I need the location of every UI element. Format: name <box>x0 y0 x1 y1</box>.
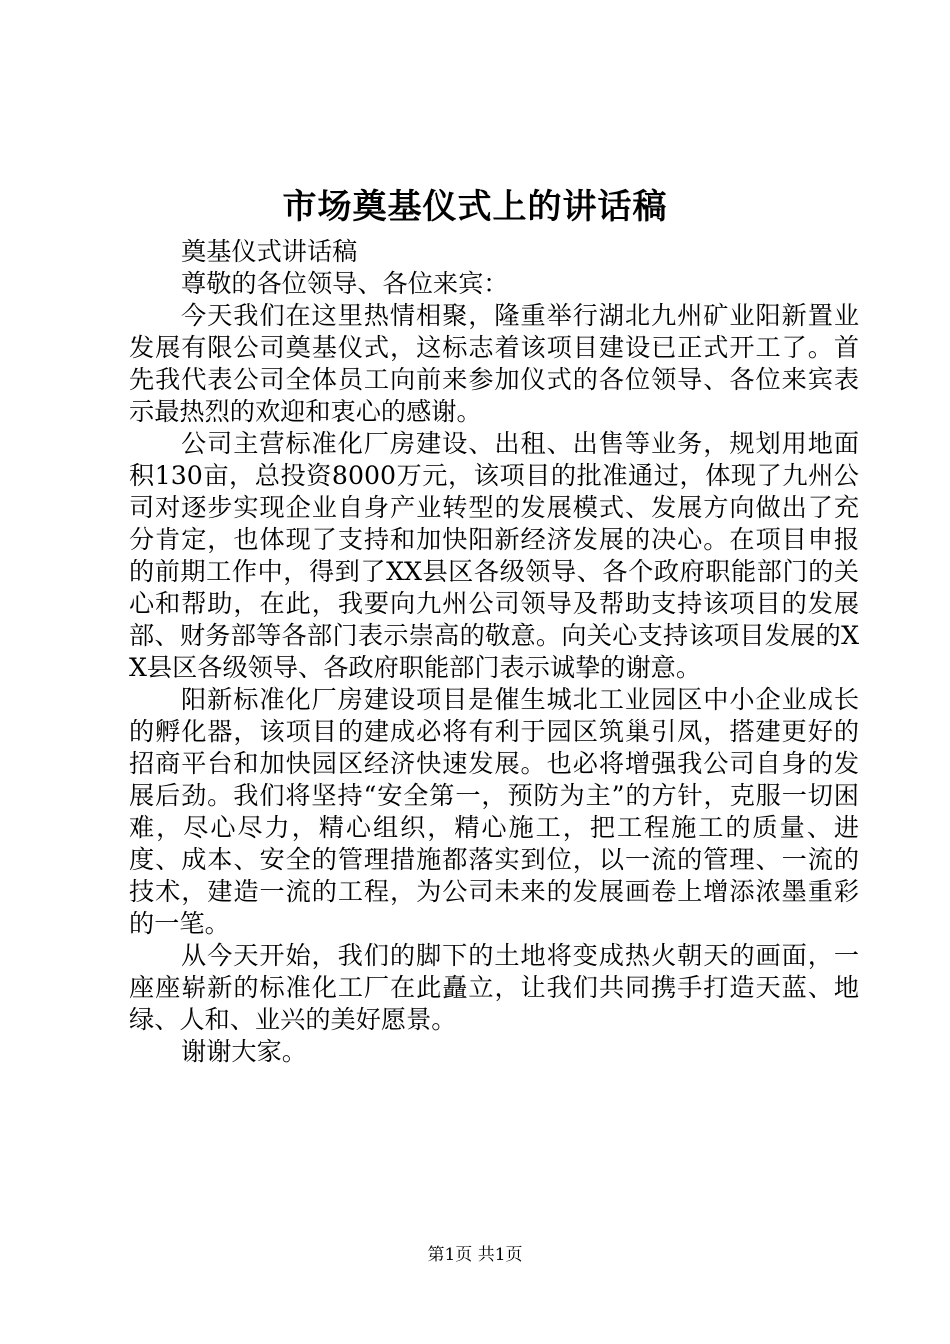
document-body <box>129 236 859 1068</box>
paragraph-2: 公司主营标准化厂房建设、出租、出售等业务，规划用地面积130亩，总投资8000万元，该项目的批准通过，体现了九州公司对逐步实现企业自身产业转型的发展模式、发展方向做出了充分肯定，也体现了支持和加快阳新经济发展的决心。在项目申报的前期工作中，得到了XX县区各级领导、各个政府职能部门的关心和帮助，在此，我要向九州公司领导及帮助支持该项目的发展部、财务部等各部门表示崇高的敬意。向关心支持该项目发展的XX县区各级领导、各政府职能部门表示诚挚的谢意。 <box>129 429 859 682</box>
paragraph-1: 今天我们在这里热情相聚，隆重举行湖北九州矿业阳新置业发展有限公司奠基仪式，这标志着该项目建设已正式开工了。首先我代表公司全体员工向前来参加仪式的各位领导、各位来宾表示最热烈的欢迎和衷心的感谢。 <box>129 301 859 426</box>
paragraph-heading: 奠基仪式讲话稿 <box>181 237 358 266</box>
paragraph-salutation: 尊敬的各位领导、各位来宾： <box>181 269 509 298</box>
paragraph-3: 阳新标准化厂房建设项目是催生城北工业园区中小企业成长的孵化器，该项目的建成必将有利于园区筑巢引凤，搭建更好的招商平台和加快园区经济快速发展。也必将增强我公司自身的发展后劲。我们将坚持“安全第一，预防为主”的方针，克服一切困难，尽心尽力，精心组织，精心施工，把工程施工的质量、进度、成本、安全的管理措施都落实到位，以一流的管理、一流的技术，建造一流的工程，为公司未来的发展画卷上增添浓墨重彩的一笔。 <box>129 685 859 938</box>
paragraph-4: 从今天开始，我们的脚下的土地将变成热火朝天的画面，一座座崭新的标准化工厂在此矗立，让我们共同携手打造天蓝、地绿、人和、业兴的美好愿景。 <box>129 941 859 1034</box>
paragraph-closing: 谢谢大家。 <box>181 1037 307 1066</box>
document-title: 市场奠基仪式上的讲话稿 <box>282 187 668 227</box>
page-footer: 第1页 共1页 <box>427 1245 523 1265</box>
